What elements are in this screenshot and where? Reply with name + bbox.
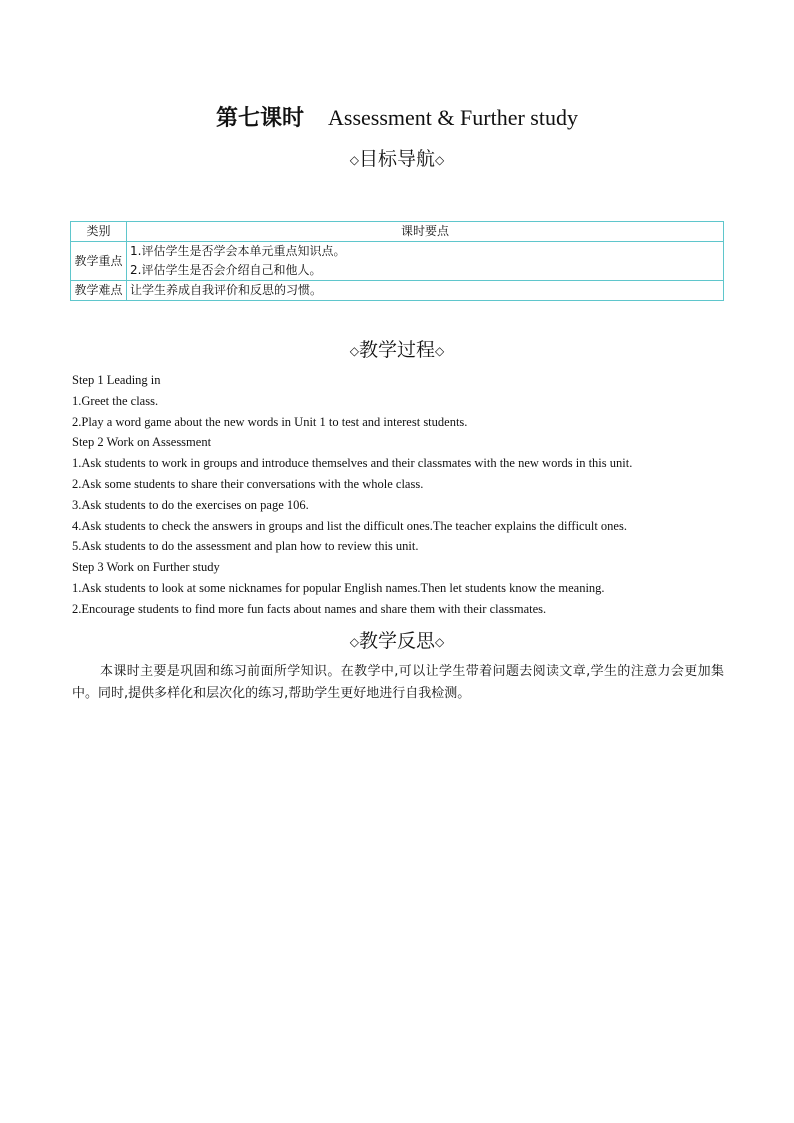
lesson-title-cn: 第七课时 <box>216 106 305 131</box>
step-item: 3.Ask students to do the exercises on page 106. <box>72 497 309 512</box>
step-heading: Step 1 Leading in <box>72 373 161 387</box>
step-heading: Step 3 Work on Further study <box>72 560 220 575</box>
step-heading: Step 2 Work on Assessment <box>72 435 212 450</box>
step-item: 2.Play a word game about the new words in Unit 1 to test and interest students. <box>72 414 468 429</box>
key-points-table <box>70 221 724 301</box>
section-heading-goals-text: 目标导航 <box>358 148 435 170</box>
diamond-icon: ◇ <box>349 153 359 167</box>
section-heading-reflection <box>0 628 794 655</box>
table-row <box>71 242 724 281</box>
lesson-title <box>0 103 794 134</box>
diamond-icon: ◇ <box>349 344 359 358</box>
teaching-steps <box>72 370 732 620</box>
diamond-icon: ◇ <box>435 635 445 649</box>
lesson-title-en: Assessment & Further study <box>328 105 578 130</box>
table-point-line: 2.评估学生是否会介绍自己和他人。 <box>130 263 322 277</box>
table-cell-points <box>127 281 724 301</box>
step-item: 2.Encourage students to find more fun facts about names and share them with their classmates. <box>72 601 547 616</box>
table-point-line: 1.评估学生是否学会本单元重点知识点。 <box>130 244 346 258</box>
table-row <box>71 281 724 301</box>
section-heading-process <box>0 337 794 364</box>
table-header-category: 类别 <box>71 222 127 242</box>
section-heading-reflection-text: 教学反思 <box>358 630 435 652</box>
diamond-icon: ◇ <box>349 635 359 649</box>
table-cell-points <box>127 242 724 281</box>
table-header-points: 课时要点 <box>127 222 724 242</box>
table-header-row <box>71 222 724 242</box>
section-heading-goals <box>0 146 794 173</box>
step-item: 1.Greet the class. <box>72 393 159 408</box>
step-item: 1.Ask students to work in groups and introduce themselves and their classmates with the new words in this unit. <box>72 456 633 471</box>
step-item: 1.Ask students to look at some nicknames for popular English names.Then let students know the meaning. <box>72 580 605 595</box>
step-item: 2.Ask some students to share their conversations with the whole class. <box>72 476 424 491</box>
table-cell-category: 教学难点 <box>71 281 127 301</box>
section-heading-process-text: 教学过程 <box>358 339 435 361</box>
table-point-line: 让学生养成自我评价和反思的习惯。 <box>130 283 323 297</box>
table-cell-category: 教学重点 <box>71 242 127 281</box>
reflection-paragraph: 本课时主要是巩固和练习前面所学知识。在教学中,可以让学生带着问题去阅读文章,学生的注意力会更加集中。同时,提供多样化和层次化的练习,帮助学生更好地进行自我检测。 <box>72 664 724 701</box>
step-item: 5.Ask students to do the assessment and plan how to review this unit. <box>72 539 419 554</box>
diamond-icon: ◇ <box>435 344 445 358</box>
diamond-icon: ◇ <box>435 153 445 167</box>
step-item: 4.Ask students to check the answers in groups and list the difficult ones.The teacher explains the difficult ones. <box>72 518 627 533</box>
